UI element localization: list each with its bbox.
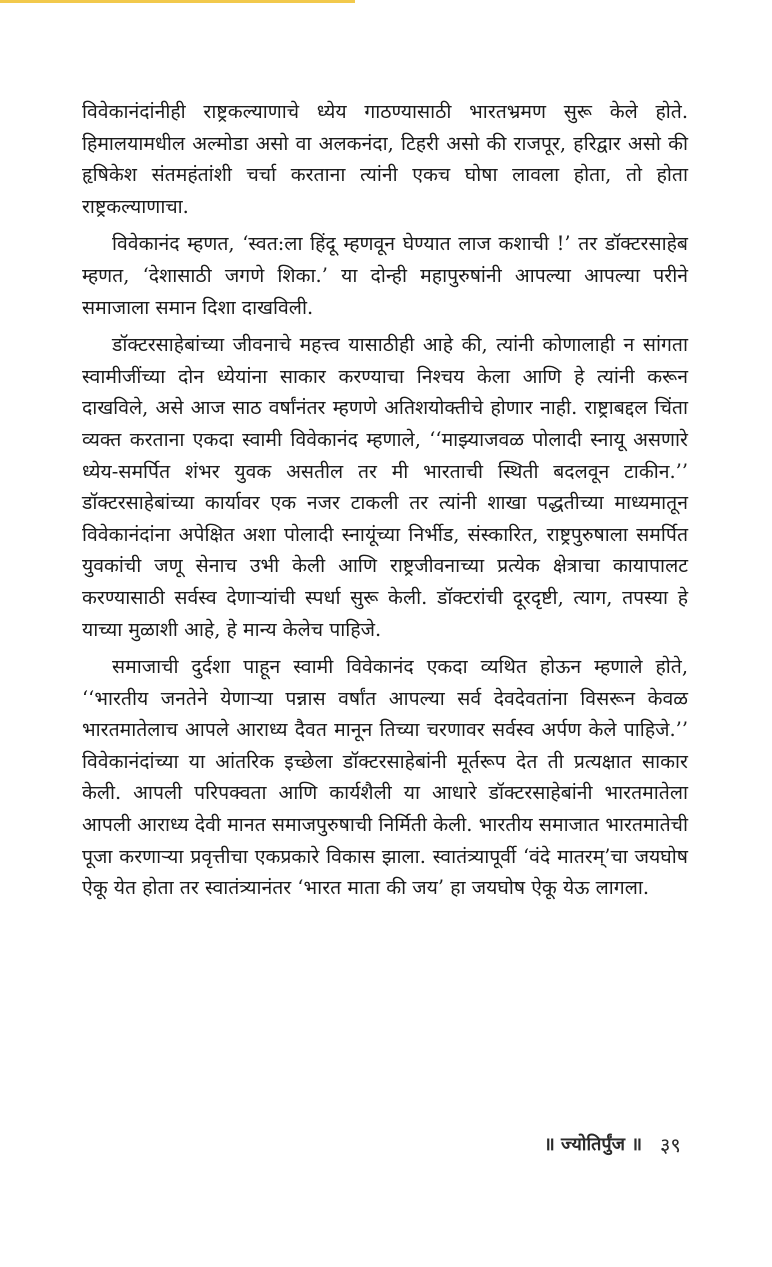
page-footer <box>544 1127 681 1161</box>
paragraph-2: विवेकानंद म्हणत, ‘स्वत:ला हिंदू म्हणवून घेण्यात लाज कशाची !’ तर डॉक्टरसाहेब म्हणत, ‘देशासाठी जगणे शिका.’ या दोन्ही महापुरुषांनी आपल्या आपल्या परीने समाजाला समान दिशा दाखविली. <box>82 232 688 319</box>
top-accent-rule <box>0 0 355 3</box>
page-body <box>82 96 688 910</box>
page-number: ३९ <box>660 1132 681 1157</box>
paragraph-3: डॉक्टरसाहेबांच्या जीवनाचे महत्त्व यासाठीही आहे की, त्यांनी कोणालाही न सांगता स्वामीजींच्या दोन ध्येयांना साकार करण्याचा निश्चय केला आणि हे त्यांनी करून दाखविले, असे आज साठ वर्षांनंतर म्हणणे अतिशयोक्तीचे होणार नाही. राष्ट्राबद्दल चिंता व्यक्त करताना एकदा स्वामी विवेकानंद म्हणाले, ‘‘माझ्याजवळ पोलादी स्नायू असणारे ध्येय-समर्पित शंभर युवक असतील तर मी भारताची स्थिती बदलवून टाकीन.’’ डॉक्टरसाहेबांच्या कार्यावर एक नजर टाकली तर त्यांनी शाखा पद्धतीच्या माध्यमातून विवेकानंदांना अपेक्षित अशा पोलादी स्नायूंच्या निर्भीड, संस्कारित, राष्ट्रपुरुषाला समर्पित युवकांची जणू सेनाच उभी केली आणि राष्ट्रजीवनाच्या प्रत्येक क्षेत्राचा कायापालट करण्यासाठी सर्वस्व देणाऱ्यांची स्पर्धा सुरू केली. डॉक्टरांची दूरदृष्टी, त्याग, तपस्या हे याच्या मुळाशी आहे, हे मान्य केलेच पाहिजे. <box>82 333 688 641</box>
paragraph-4: समाजाची दुर्दशा पाहून स्वामी विवेकानंद एकदा व्यथित होऊन म्हणाले होते, ‘‘भारतीय जनतेने येणाऱ्या पन्नास वर्षांत आपल्या सर्व देवदेवतांना विसरून केवळ भारतमातेलाच आपले आराध्य दैवत मानून तिच्या चरणावर सर्वस्व अर्पण केले पाहिजे.’’ विवेकानंदांच्या या आंतरिक इच्छेला डॉक्टरसाहेबांनी मूर्तरूप देत ती प्रत्यक्षात साकार केली. आपली परिपक्वता आणि कार्यशैली या आधारे डॉक्टरसाहेबांनी भारतमातेला आपली आराध्य देवी मानत समाजपुरुषाची निर्मिती केली. भारतीय समाजात भारतमातेची पूजा करणाऱ्या प्रवृत्तीचा एकप्रकारे विकास झाला. स्वातंत्र्यापूर्वी ‘वंदे मातरम्’चा जयघोष ऐकू येत होता तर स्वातंत्र्यानंतर ‘भारत माता की जय’ हा जयघोष ऐकू येऊ लागला. <box>82 655 688 900</box>
running-title: ॥ ज्योतिर्पुंज ॥ <box>544 1134 642 1155</box>
paragraph-1: विवेकानंदांनीही राष्ट्रकल्याणाचे ध्येय गाठण्यासाठी भारतभ्रमण सुरू केले होते. हिमालयामधील अल्मोडा असो वा अलकनंदा, टिहरी असो की राजपूर, हरिद्वार असो की हृषिकेश संतमहंतांशी चर्चा करताना त्यांनी एकच घोषा लावला होता, तो होता राष्ट्रकल्याणाचा. <box>82 100 688 218</box>
